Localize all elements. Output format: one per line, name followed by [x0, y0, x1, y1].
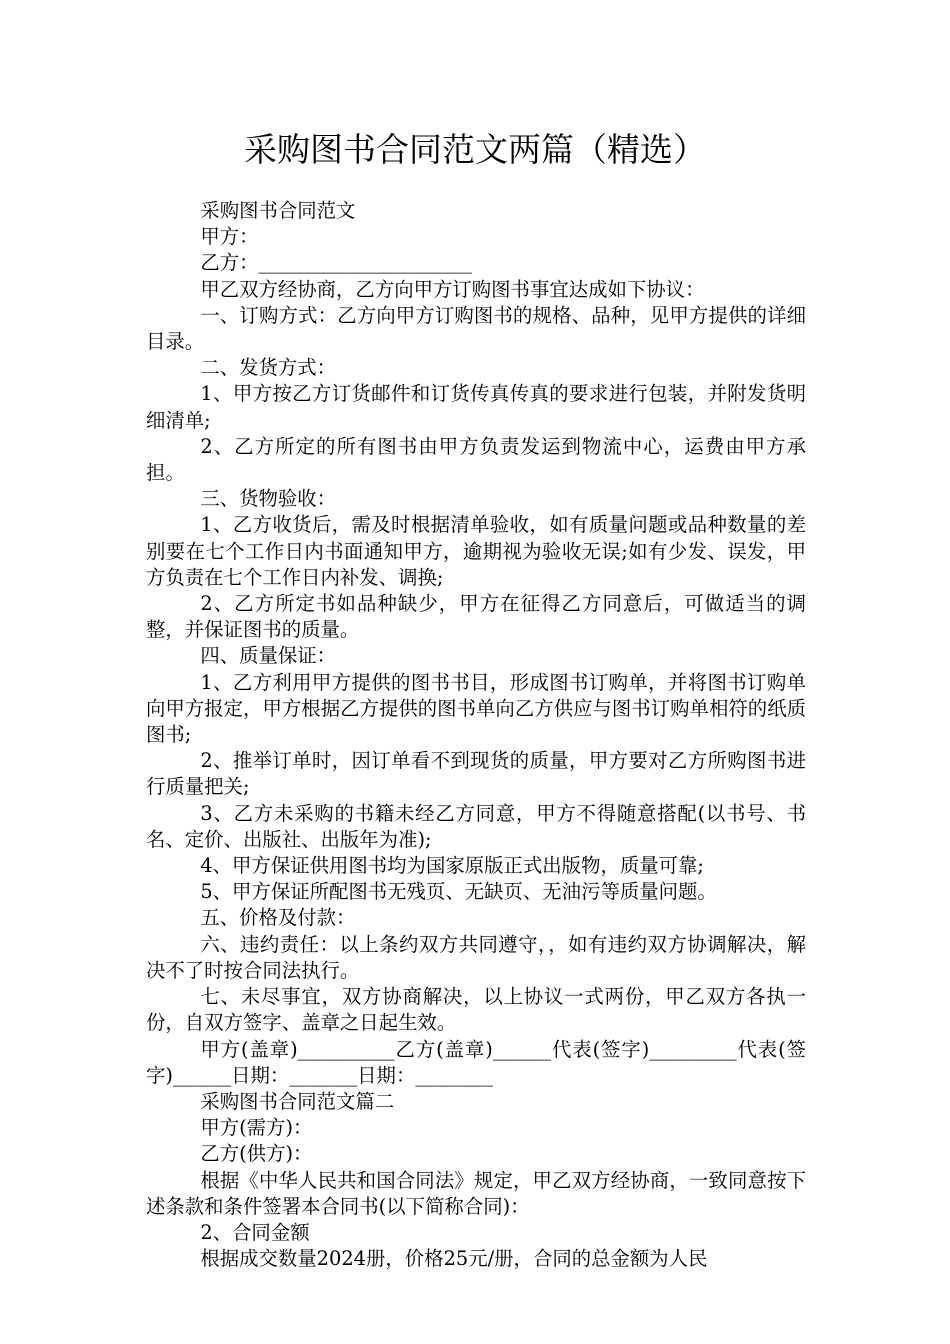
- paragraph: 4、甲方保证供用图书均为国家原版正式出版物，质量可靠;: [200, 854, 704, 878]
- paragraph: 2、乙方所定书如品种缺少，甲方在征得乙方同意后，可做适当的调整，并保证图书的质量。: [146, 592, 806, 642]
- document-body: [146, 198, 806, 1272]
- paragraph: 四、质量保证：: [200, 644, 337, 668]
- paragraph: 1、乙方收货后，需及时根据清单验收，如有质量问题或品种数量的差别要在七个工作日内书面通知甲方，逾期视为验收无误;如有少发、误发，甲方负责在七个工作日内补发、调换;: [146, 513, 806, 589]
- paragraph: 甲方(需方)：: [200, 1116, 313, 1140]
- paragraph: 采购图书合同范文: [200, 199, 356, 222]
- paragraph: 乙方(供方)：: [200, 1142, 313, 1166]
- paragraph: 5、甲方保证所配图书无残页、无缺页、无油污等质量问题。: [200, 880, 717, 904]
- paragraph: 六、违约责任：以上条约双方共同遵守，，如有违约双方协调解决，解决不了时按合同法执行。: [146, 932, 806, 982]
- paragraph: 二、发货方式：: [200, 356, 337, 380]
- paragraph: 乙方：______________________: [200, 251, 472, 275]
- signature-line: 甲方(盖章)__________乙方(盖章)______代表(签字)_________代表(签字)______日期：_______日期：________: [146, 1037, 806, 1087]
- paragraph: 七、未尽事宜，双方协商解决，以上协议一式两份，甲乙双方各执一份，自双方签字、盖章之日起生效。: [146, 985, 806, 1035]
- paragraph: 根据成交数量2024册，价格25元/册，合同的总金额为人民: [200, 1247, 708, 1271]
- paragraph: 甲乙双方经协商，乙方向甲方订购图书事宜达成如下协议：: [200, 277, 705, 301]
- document-title: 采购图书合同范文两篇（精选）: [244, 130, 706, 169]
- paragraph: 2、合同金额: [200, 1220, 310, 1244]
- paragraph: 2、乙方所定的所有图书由甲方负责发运到物流中心，运费由甲方承担。: [146, 434, 806, 485]
- paragraph: 三、货物验收：: [200, 487, 337, 511]
- paragraph: 3、乙方未采购的书籍未经乙方同意，甲方不得随意搭配(以书号、书名、定价、出版社、出版年为准);: [146, 801, 806, 851]
- paragraph: 根据《中华人民共和国合同法》规定，甲乙双方经协商，一致同意按下述条款和条件签署本合同书(以下简称合同)：: [146, 1168, 806, 1218]
- paragraph: 2、推举订单时，因订单看不到现货的质量，甲方要对乙方所购图书进行质量把关;: [146, 749, 806, 799]
- paragraph: 一、订购方式：乙方向甲方订购图书的规格、品种，见甲方提供的详细目录。: [146, 303, 806, 354]
- paragraph: 甲方：: [200, 225, 259, 249]
- section-heading: 采购图书合同范文篇二: [200, 1089, 395, 1113]
- paragraph: 1、甲方按乙方订货邮件和订货传真传真的要求进行包装，并附发货明细清单;: [146, 382, 806, 432]
- paragraph: 五、价格及付款：: [200, 906, 356, 930]
- paragraph: 1、乙方利用甲方提供的图书书目，形成图书订购单，并将图书订购单向甲方报定，甲方根据乙方提供的图书单向乙方供应与图书订购单相符的纸质图书;: [146, 670, 806, 747]
